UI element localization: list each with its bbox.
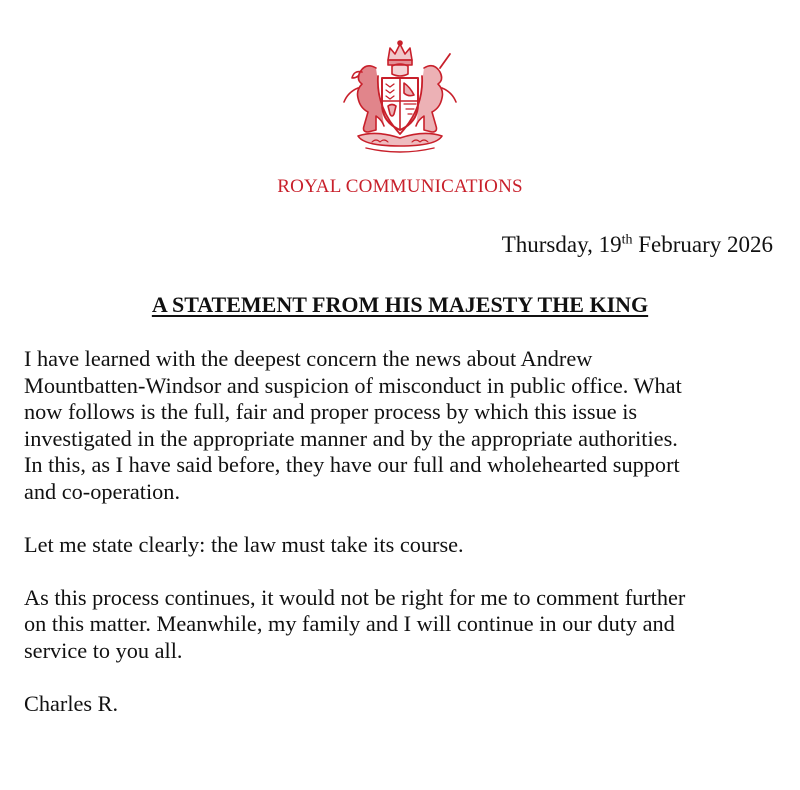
paragraph-line: on this matter. Meanwhile, my family and I will continue in our duty and [24, 611, 675, 636]
statement-body [24, 346, 784, 744]
royal-coat-of-arms-icon [336, 38, 464, 156]
paragraph-3 [24, 585, 784, 665]
paragraph-line: Mountbatten-Windsor and suspicion of misconduct in public office. What [24, 372, 682, 398]
date-month-year: February 2026 [638, 232, 773, 257]
paragraph-line: investigated in the appropriate manner and by the appropriate authorities. [24, 425, 678, 451]
letterhead-organisation: ROYAL COMMUNICATIONS [277, 176, 523, 197]
paragraph-line: In this, as I have said before, they have our full and wholehearted support [24, 452, 680, 477]
paragraph-line: Let me state clearly: the law must take its course. [24, 531, 464, 557]
paragraph-1 [24, 346, 784, 505]
statement-date [502, 232, 773, 258]
paragraph-line: and co-operation. [24, 478, 181, 504]
paragraph-line: now follows is the full, fair and proper process by which this issue is [24, 399, 638, 424]
signature: Charles R. [24, 690, 119, 716]
paragraph-line: I have learned with the deepest concern the news about Andrew [24, 346, 593, 371]
statement-title: A STATEMENT FROM HIS MAJESTY THE KING [151, 292, 649, 317]
date-day: 19 [598, 232, 622, 257]
date-weekday: Thursday, [501, 232, 593, 257]
paragraph-line: service to you all. [24, 637, 183, 663]
paragraph-2 [24, 532, 784, 559]
date-ordinal: th [621, 232, 633, 248]
paragraph-line: As this process continues, it would not be right for me to comment further [24, 584, 686, 610]
